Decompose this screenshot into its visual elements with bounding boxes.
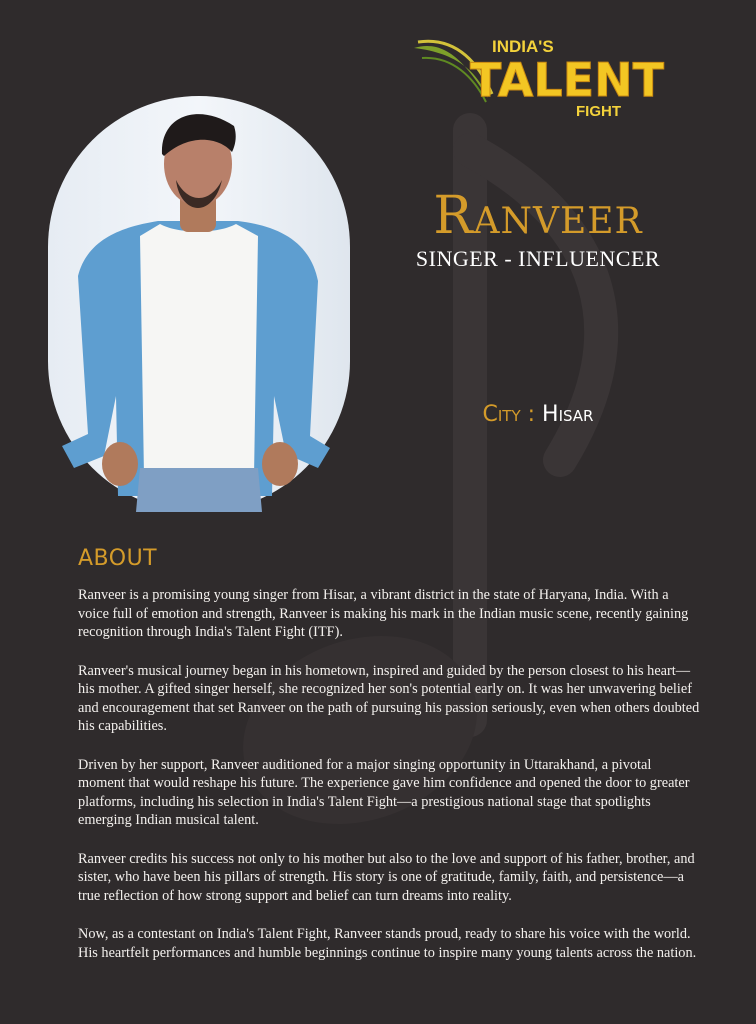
contestant-name: Ranveer bbox=[433, 186, 643, 246]
about-heading: ABOUT bbox=[78, 546, 158, 571]
city-line bbox=[360, 402, 716, 427]
contestant-role: SINGER - INFLUENCER bbox=[415, 246, 661, 271]
about-body bbox=[78, 586, 700, 982]
indias-talent-fight-logo bbox=[408, 28, 665, 120]
city-value: Hisar bbox=[542, 402, 594, 427]
about-paragraph: Ranveer credits his success not only to his mother but also to the love and support of his father, brother, and sister, who have been his pillars of strength. His story is one of gratitude, family, faith, and persistence—a true reflection of how strong support and belief can turn dreams into reality. bbox=[78, 850, 695, 904]
logo-line1: INDIA'S bbox=[492, 37, 554, 56]
city-label: City : bbox=[482, 402, 536, 427]
profile-photo bbox=[48, 96, 350, 512]
logo-line3: FIGHT bbox=[576, 103, 621, 120]
about-paragraph: Ranveer is a promising young singer from Hisar, a vibrant district in the state of Haryana, India. With a voice full of emotion and strength, Ranveer is making his mark in the Indian music scene, recently gaining recognition through India's Talent Fight (ITF). bbox=[78, 587, 689, 640]
logo-line2: TALENT bbox=[470, 53, 665, 107]
about-paragraph: Now, as a contestant on India's Talent Fight, Ranveer stands proud, ready to share his voice with the world. His heartfelt performances and humble beginnings continue to inspire many young talents across the nation. bbox=[78, 926, 697, 961]
about-paragraph: Ranveer's musical journey began in his hometown, inspired and guided by the person closest to his heart—his mother. A gifted singer herself, she recognized her son's potential early on. It was her unwavering belief and encouragement that set Ranveer on the path of pursuing his passion seriously, even when others doubted his capabilities. bbox=[78, 662, 700, 734]
about-paragraph: Driven by her support, Ranveer auditioned for a major singing opportunity in Uttarakhand, a pivotal moment that would reshape his future. The experience gave him confidence and opened the door to greater platforms, including his selection in India's Talent Fight—a prestigious national stage that spotlights emerging Indian musical talent. bbox=[78, 756, 690, 828]
